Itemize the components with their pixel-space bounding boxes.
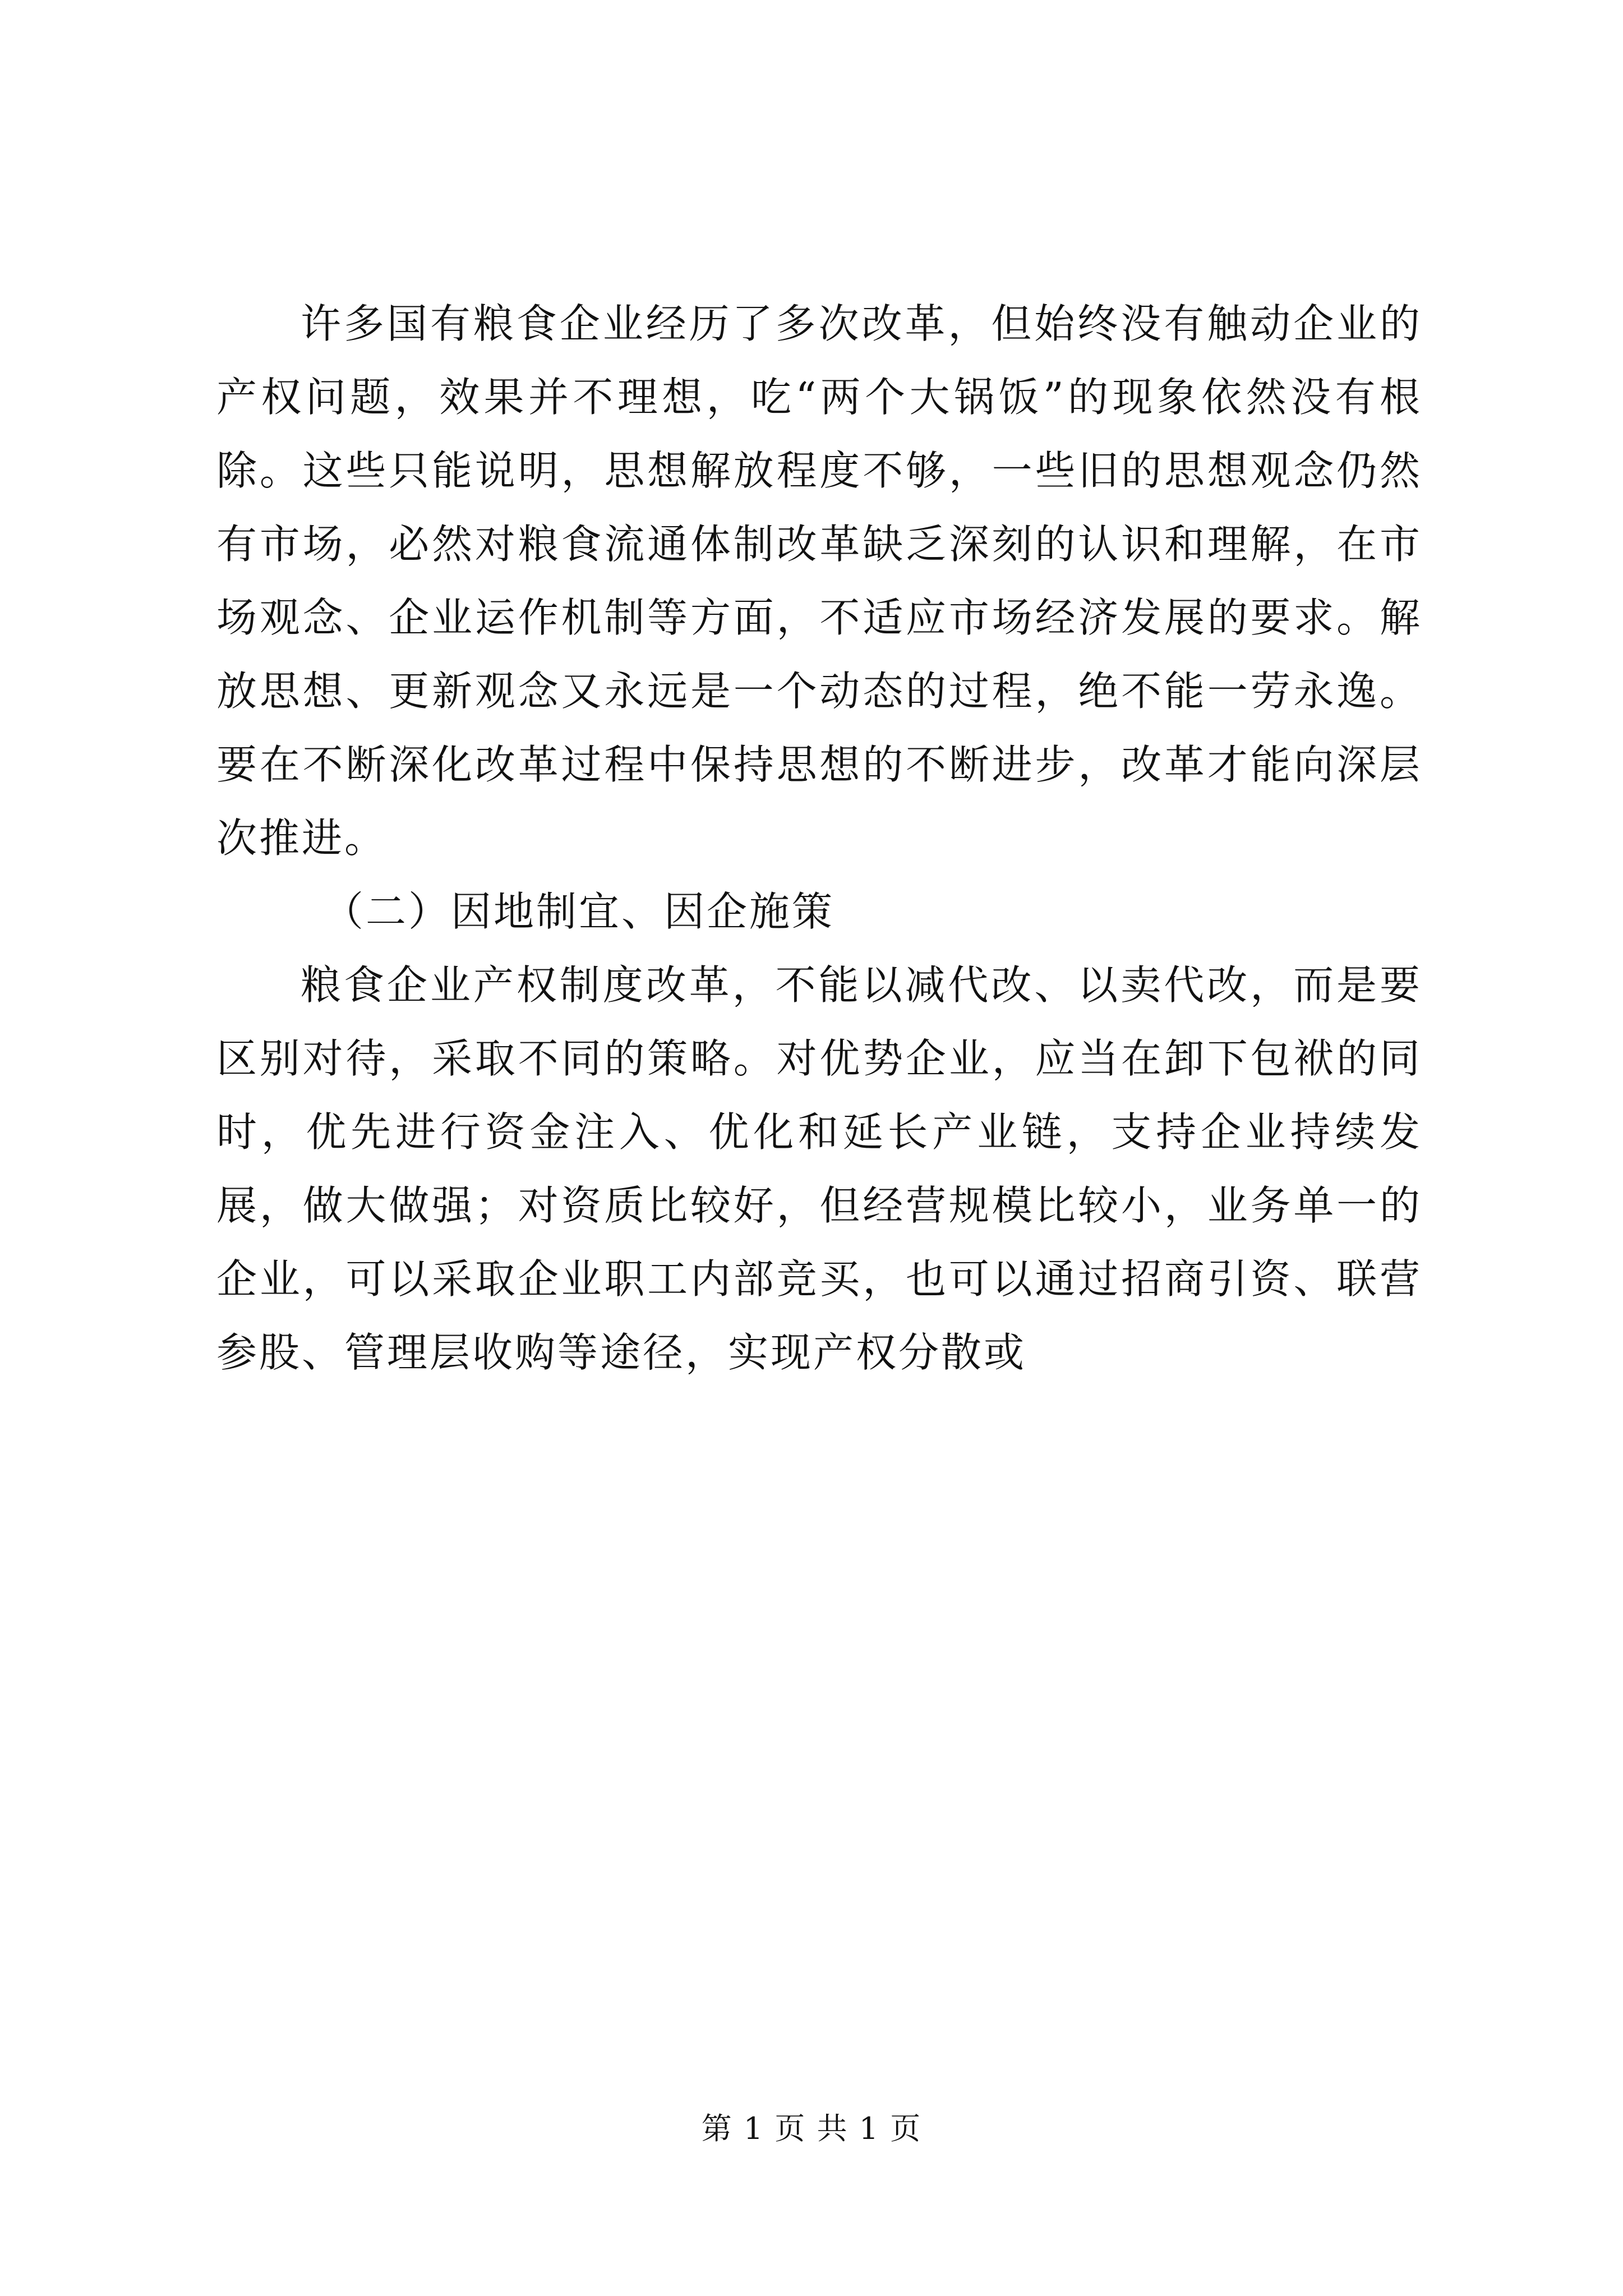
paragraph-2: 粮食企业产权制度改革，不能以减代改、以卖代改，而是要区别对待，采取不同的策略。对优势企业，应当在卸下包袱的同时，优先进行资金注入、优化和延长产业链，支持企业持续发展，做大做强；对资质比较好，但经营规模比较小，业务单一的企业，可以采取企业职工内部竞买，也可以通过招商引资、联营参股、管理层收购等途径，实现产权分散或 — [216, 961, 1422, 1376]
section-heading: （二）因地制宜、因企施策 — [323, 888, 835, 935]
page-footer: 第 1 页 共 1 页 — [701, 2111, 922, 2146]
paragraph-1: 许多国有粮食企业经历了多次改革，但始终没有触动企业的产权问题，效果并不理想，吃“两个大锅饭”的现象依然没有根除。这些只能说明，思想解放程度不够，一些旧的思想观念仍然有市场，必然对粮食流通体制改革缺乏深刻的认识和理解，在市场观念、企业运作机制等方面，不适应市场经济发展的要求。解放思想、更新观念又永远是一个动态的过程，绝不能一劳永逸。要在不断深化改革过程中保持思想的不断进步，改革才能向深层次推进。 — [216, 300, 1422, 862]
document-body — [216, 287, 1422, 1389]
